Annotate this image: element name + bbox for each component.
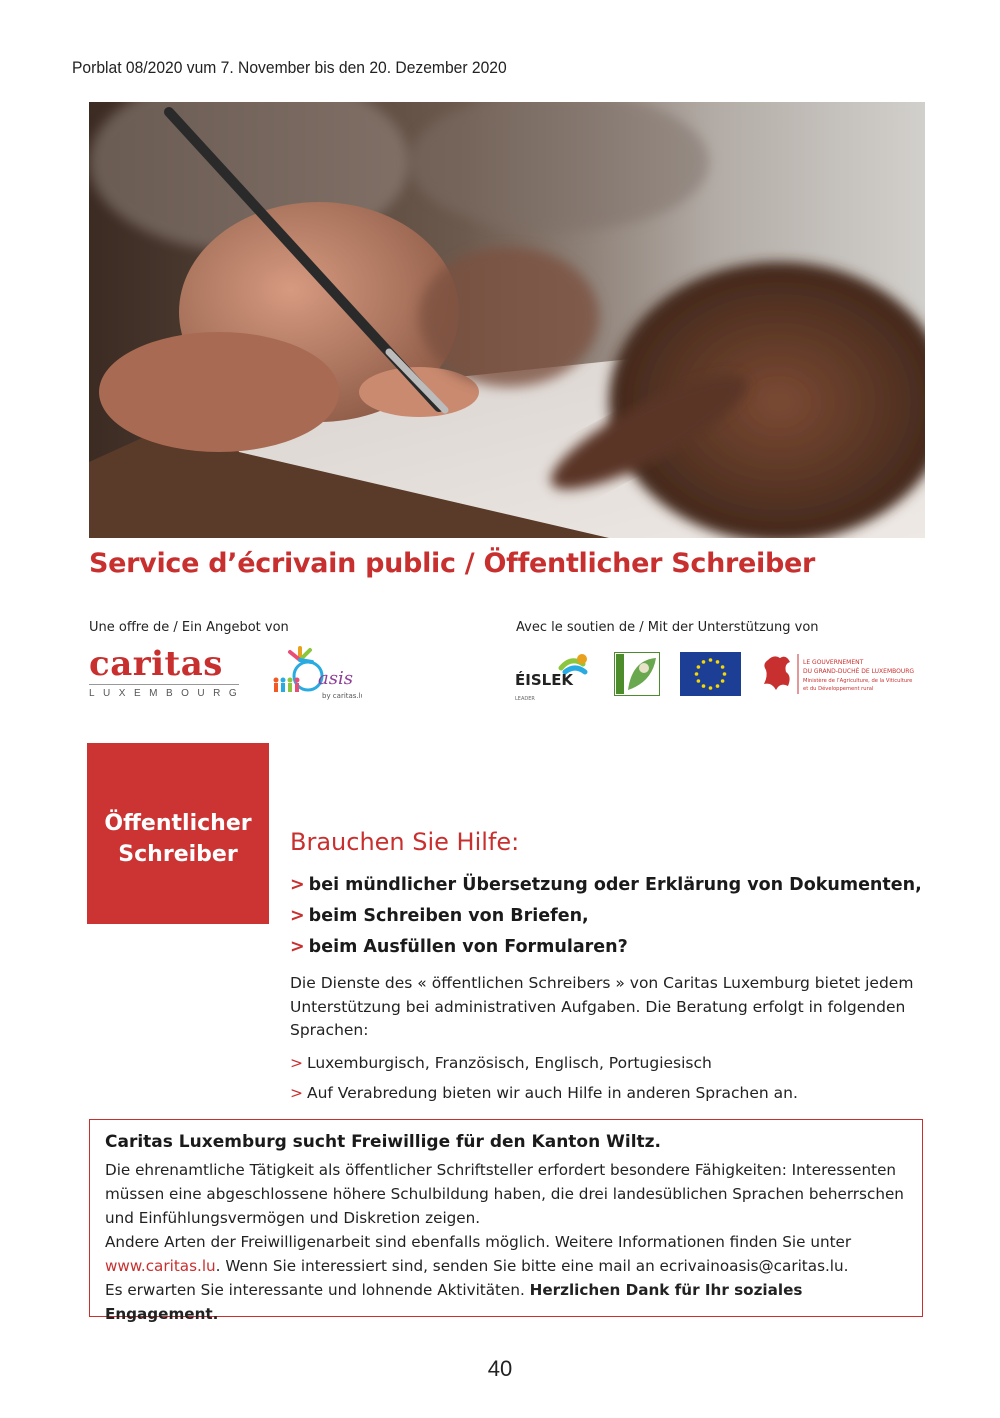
- oasis-logo-word: asis: [318, 668, 353, 689]
- volunteer-paragraph: Die ehrenamtliche Tätigkeit als öffentlicher Schriftsteller erfordert besondere Fähigkeiten: Interessenten müssen eine abgeschlossene höhere Schulbildung haben, die drei landesüblichen Sprachen beherrschen und Einfühlungsvermögen und Diskretion zeigen.: [105, 1161, 904, 1227]
- help-item: > bei mündlicher Übersetzung oder Erklärung von Dokumenten,: [290, 875, 922, 895]
- volunteer-paragraph: Andere Arten der Freiwilligenarbeit sind ebenfalls möglich. Weitere Informationen finden Sie unter www.caritas.lu. Wenn Sie interessiert sind, senden Sie bitte eine mail an ecrivainoasis@caritas.lu.: [105, 1233, 852, 1275]
- bullet-marker: >: [290, 1084, 303, 1102]
- section-label-line2: Schreiber: [118, 841, 238, 867]
- help-item: > beim Schreiben von Briefen,: [290, 906, 589, 926]
- eislek-logo-sub: LEADER: [515, 696, 535, 702]
- section-label-box: [87, 743, 269, 924]
- caritas-logo-sub: LUXEMBOURG: [89, 688, 246, 699]
- bullet-marker: >: [290, 906, 305, 926]
- bullet-marker: >: [290, 937, 305, 957]
- language-item: > Luxemburgisch, Französisch, Englisch, Portugiesisch: [290, 1054, 712, 1072]
- service-description: Die Dienste des « öffentlichen Schreibers » von Caritas Luxemburg bietet jedem Unterstützung bei administrativen Aufgaben. Die Beratung erfolgt in folgenden Sprachen:: [290, 974, 914, 1039]
- volunteer-callout: [89, 1119, 923, 1323]
- caritas-logo-word: caritas: [89, 644, 223, 684]
- service-title: Service d’écrivain public / Öffentlicher Schreiber: [89, 548, 816, 579]
- language-list: [290, 1048, 798, 1108]
- language-item: > Auf Verabredung bieten wir auch Hilfe in anderen Sprachen an.: [290, 1084, 798, 1102]
- section-label-line1: Öffentlicher: [104, 810, 252, 836]
- gov-logo-line4: et du Développement rural: [803, 686, 874, 692]
- eislek-logo-word: ÉISLEK: [515, 671, 574, 689]
- bullet-marker: >: [290, 1054, 303, 1072]
- caritas-logo-rule: [89, 684, 239, 685]
- oasis-logo-sub: by caritas.lu: [322, 692, 362, 700]
- caritas-logo: [89, 644, 246, 699]
- help-item: > beim Ausfüllen von Formularen?: [290, 937, 628, 957]
- gov-logo-line3: Ministère de l’Agriculture, de la Viticulture: [803, 678, 913, 684]
- oasis-logo: [270, 642, 362, 702]
- eu-flag-icon: [680, 652, 741, 696]
- leader-logo: [614, 652, 660, 696]
- bullet-marker: >: [290, 875, 305, 895]
- support-label: Avec le soutien de / Mit der Unterstützung von: [516, 620, 819, 635]
- help-heading: Brauchen Sie Hilfe:: [290, 828, 520, 856]
- eislek-logo: [513, 650, 593, 702]
- offer-label: Une offre de / Ein Angebot von: [89, 620, 289, 635]
- hand-writing-photo: [89, 102, 925, 538]
- page-number: 40: [487, 1356, 513, 1381]
- government-logo: [760, 650, 930, 700]
- page-header: Porblat 08/2020 vum 7. November bis den 20. Dezember 2020: [72, 58, 507, 77]
- volunteer-title: Caritas Luxemburg sucht Freiwillige für den Kanton Wiltz.: [105, 1132, 662, 1152]
- help-list: [290, 870, 922, 963]
- gov-logo-line1: LE GOUVERNEMENT: [803, 659, 864, 666]
- caritas-website-link[interactable]: www.caritas.lu: [105, 1257, 216, 1275]
- gov-logo-line2: DU GRAND-DUCHÉ DE LUXEMBOURG: [803, 668, 915, 675]
- thanks-text: Herzlichen Dank für Ihr soziales Engagement.: [105, 1281, 803, 1323]
- volunteer-paragraph: Es erwarten Sie interessante und lohnende Aktivitäten. Herzlichen Dank für Ihr soziales Engagement.: [105, 1281, 803, 1323]
